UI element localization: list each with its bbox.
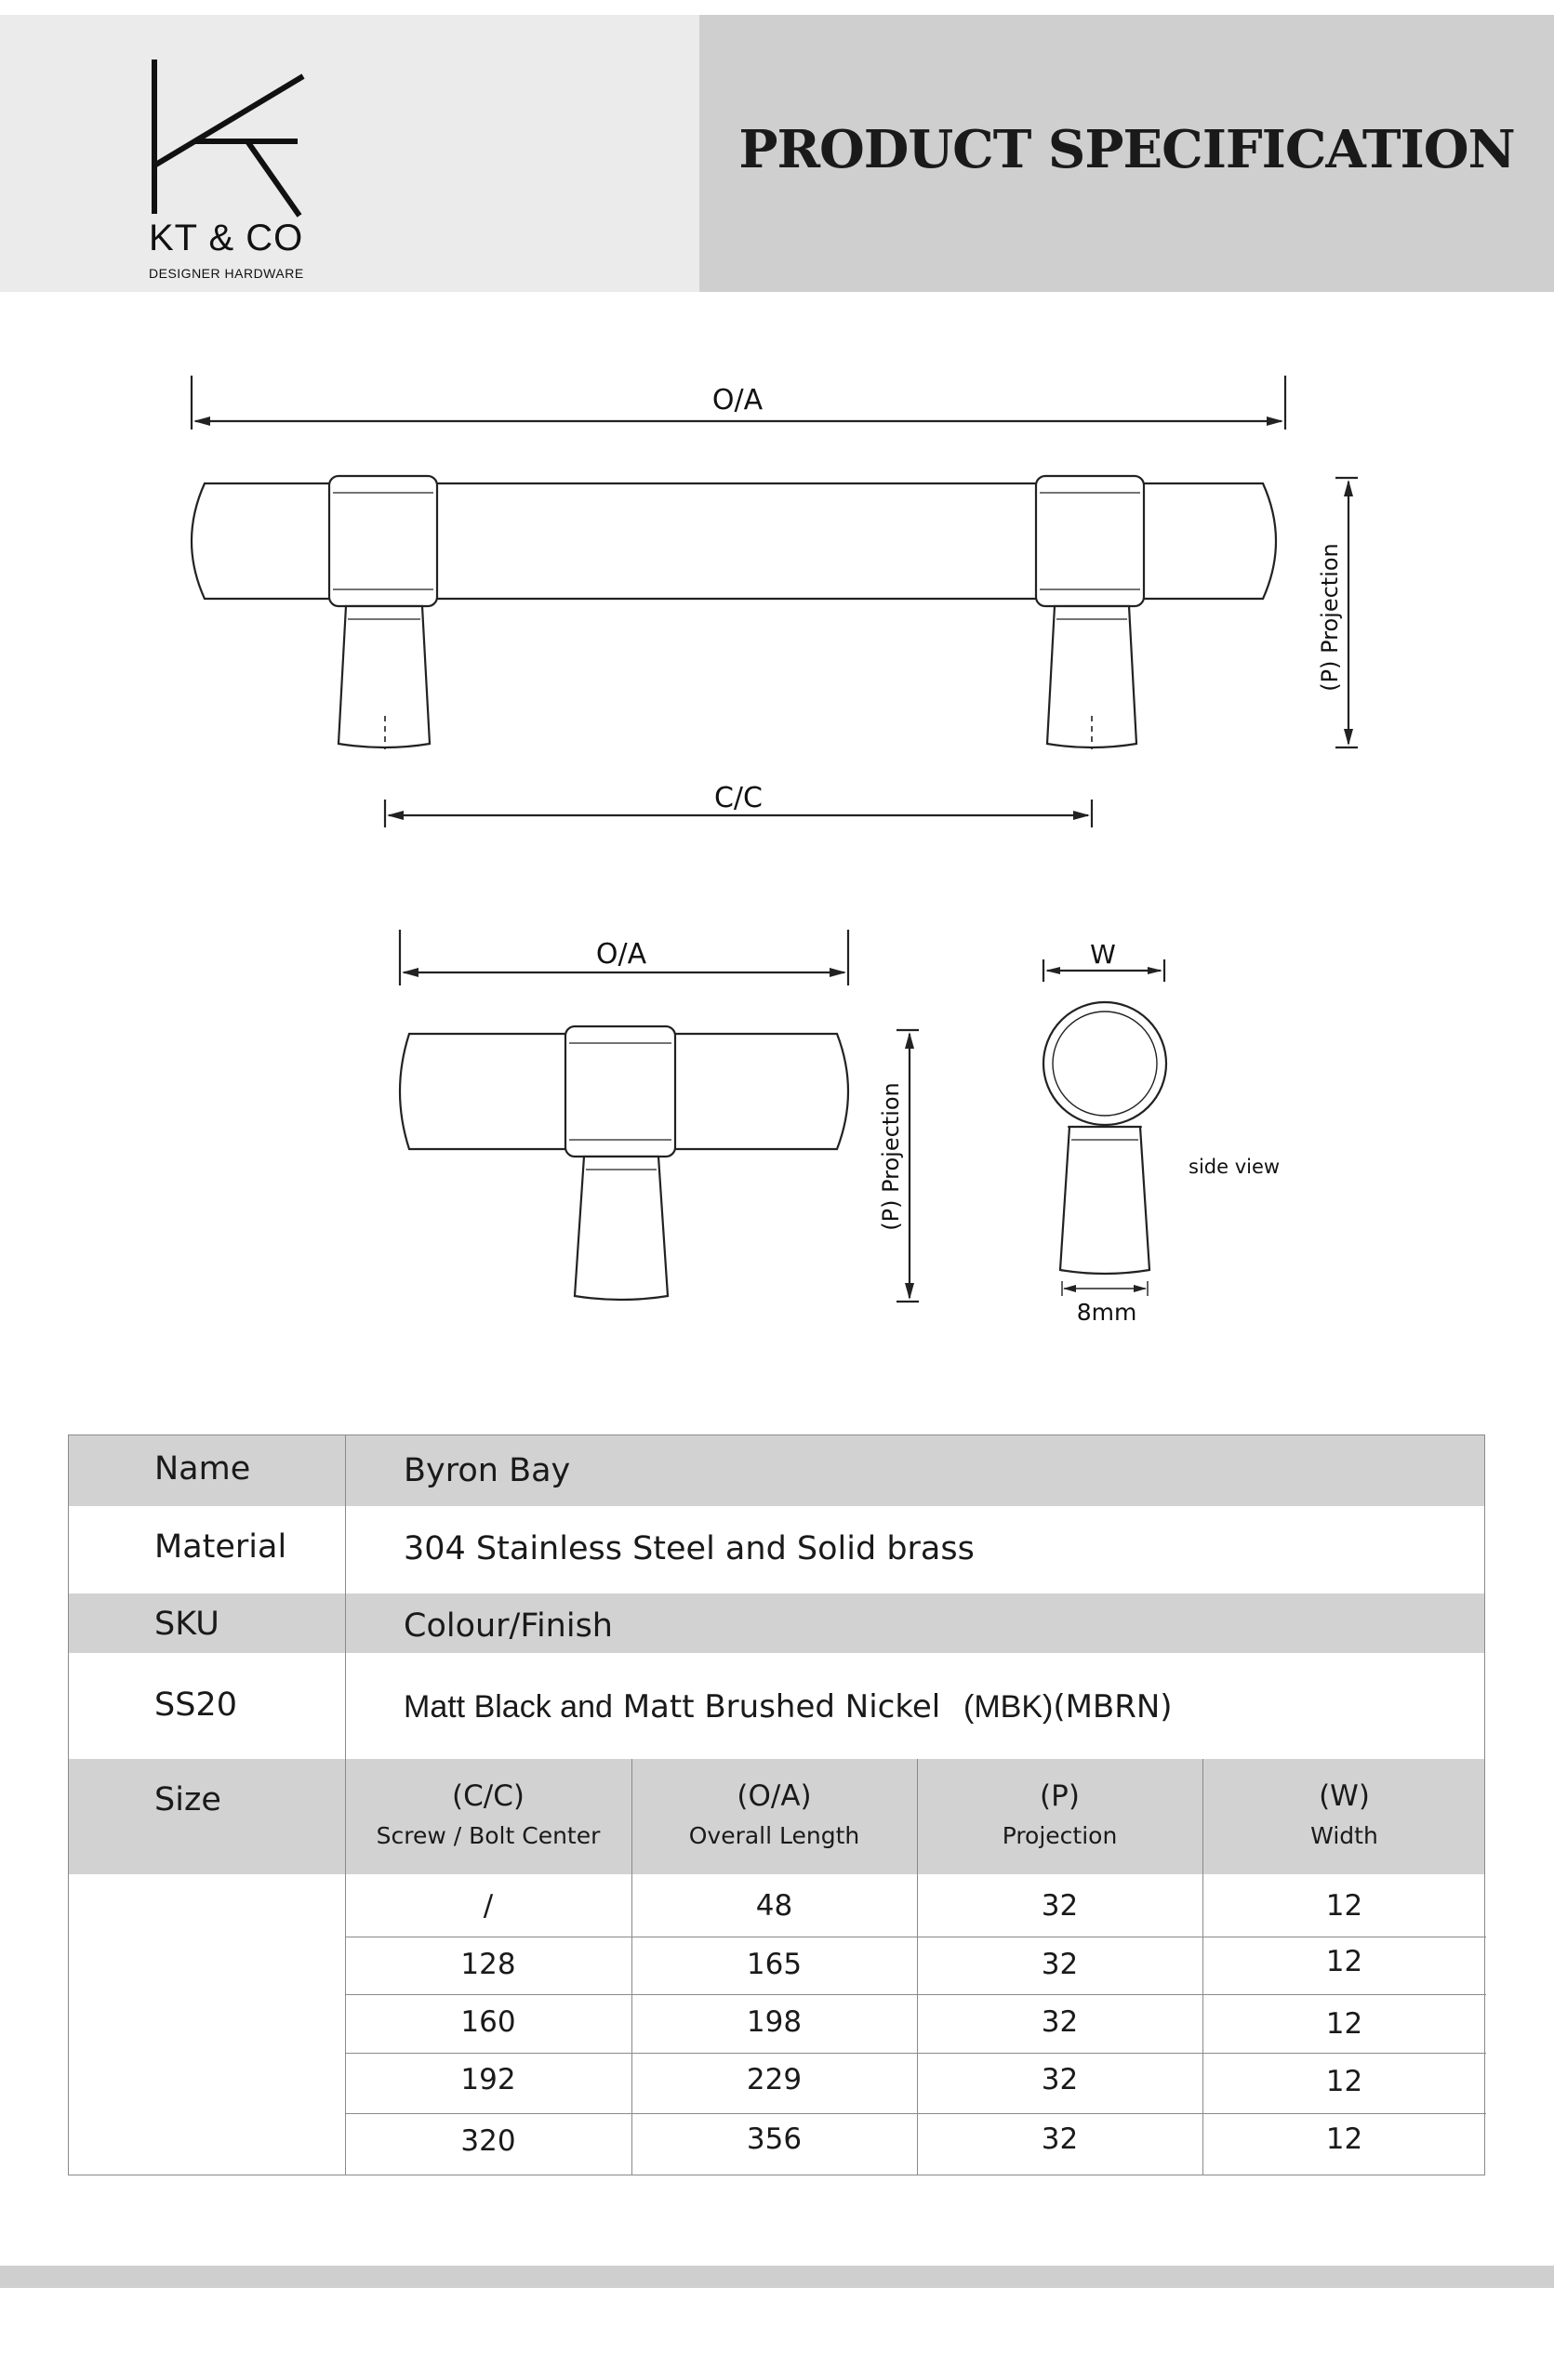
material-value: 304 Stainless Steel and Solid brass [404,1530,975,1567]
side-view [1043,939,1280,1326]
table-cell: 320 [460,2124,516,2158]
kt-co-logo [139,56,325,223]
arrow-right-icon [1073,811,1090,820]
arrow-right-icon [830,968,846,977]
column-code: (W) [1319,1779,1370,1813]
table-cell: 12 [1325,2065,1363,2098]
header [0,15,1554,292]
arrow-left-icon [1063,1285,1076,1292]
knob-post [575,1157,668,1300]
projection-top-label: (P) Projection [1317,543,1343,692]
arrow-left-icon [1045,967,1060,974]
column-header-w [1202,1779,1486,1849]
left-collar [329,476,437,606]
size-label: Size [154,1781,221,1818]
table-cell: / [483,1889,494,1923]
arrow-up-icon [1344,480,1353,496]
table-cell: 160 [460,2005,516,2039]
colour-finish-header: Colour/Finish [404,1607,613,1645]
pull-handle-front-view [192,376,1358,827]
table-cell: 12 [1325,2007,1363,2041]
table-cell: 192 [460,2063,516,2096]
row-divider-3 [345,2053,1486,2054]
title-panel [699,15,1554,292]
technical-drawing [0,335,1554,1357]
arrow-left-icon [193,416,210,426]
table-cell: 32 [1041,2005,1079,2039]
table-cell: 32 [1041,1948,1079,1981]
column-description: Width [1310,1822,1378,1849]
specification-table [68,1435,1485,2175]
table-cell: 32 [1041,1889,1079,1923]
left-post [339,606,430,747]
arrow-left-icon [387,811,404,820]
column-code: (O/A) [737,1779,812,1813]
table-cell: 12 [1325,1945,1363,1978]
table-cell: 12 [1325,2122,1363,2156]
table-cell: 32 [1041,2122,1079,2156]
sku-code: SS20 [154,1686,237,1724]
projection-knob-label: (P) Projection [878,1082,904,1231]
arrow-right-icon [1134,1285,1147,1292]
base-width-label: 8mm [1076,1299,1137,1326]
knob-collar [565,1026,675,1157]
arrow-right-icon [1148,967,1162,974]
table-cell: 48 [755,1889,793,1923]
arrow-down-icon [905,1283,914,1300]
table-cell: 12 [1325,1889,1363,1923]
table-cell: 198 [746,2005,803,2039]
column-description: Screw / Bolt Center [376,1822,601,1849]
table-cell: 229 [746,2063,803,2096]
finish-part-4: (MBRN) [1053,1688,1173,1726]
table-cell: 128 [460,1948,516,1981]
table-cell: 356 [746,2122,803,2156]
row-divider-4 [345,2113,1486,2114]
name-label: Name [154,1450,251,1488]
arrow-left-icon [402,968,418,977]
knob-front-view [400,930,919,1302]
column-description: Projection [1002,1822,1118,1849]
column-header-oa [631,1779,917,1849]
side-view-label: side view [1189,1156,1281,1178]
column-code: (C/C) [452,1779,525,1813]
finish-value [404,1688,1173,1726]
table-cell: 165 [746,1948,803,1981]
sku-header-row [69,1593,1484,1653]
side-view-post [1060,1127,1149,1274]
arrow-right-icon [1267,416,1283,426]
w-label: W [1090,939,1116,970]
oa-knob-label: O/A [595,938,647,971]
column-header-p [917,1779,1202,1849]
arrow-down-icon [1344,729,1353,746]
material-label: Material [154,1528,287,1566]
side-view-inner-circle [1053,1012,1157,1116]
name-row [69,1435,1484,1506]
column-header-cc [345,1779,631,1849]
page-title: PRODUCT SPECIFICATION [738,119,1515,180]
oa-top-label: O/A [711,384,764,416]
name-value: Byron Bay [404,1452,571,1489]
right-collar [1036,476,1144,606]
finish-part-2: Matt Brushed Nickel [622,1688,941,1726]
cc-label: C/C [713,782,764,814]
row-divider-2 [345,1994,1486,1995]
sku-label: SKU [154,1606,219,1643]
column-description: Overall Length [688,1822,860,1849]
column-code: (P) [1040,1779,1080,1813]
table-cell: 32 [1041,2063,1079,2096]
finish-part-3: (MBK) [963,1689,1054,1725]
logo-panel [0,15,699,292]
arrow-up-icon [905,1032,914,1049]
brand-name: KT & CO [149,218,304,258]
finish-part-1: Matt Black and [404,1689,613,1725]
brand-subtitle: DESIGNER HARDWARE [149,266,304,281]
footer-bar [0,2266,1554,2288]
